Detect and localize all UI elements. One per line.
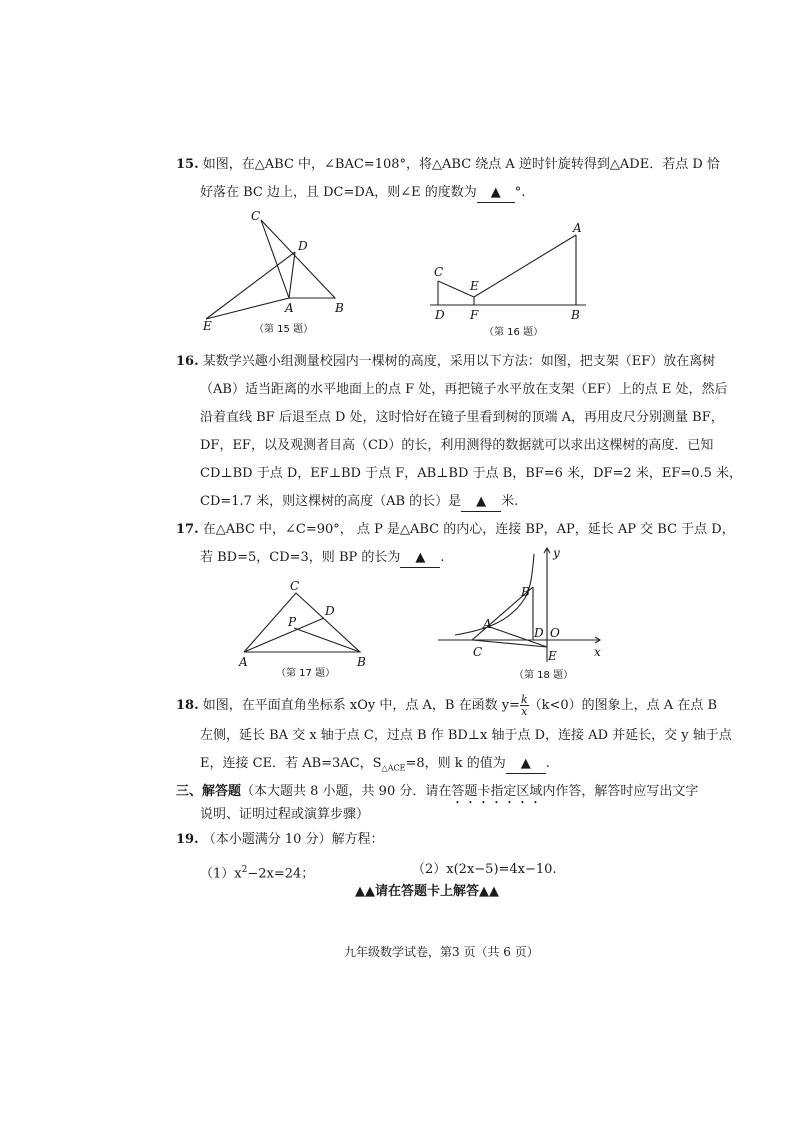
q19-answer-notice: ▲▲请在答题卡上解答▲▲ [355,884,499,899]
q16-text-3: 沿着直线 BF 后退至点 D 处，这时恰好在镜子里看到树的顶端 A，再用皮尺分别测量 BF， [200,410,724,425]
q17-number: 17. [176,522,199,537]
q18-subscript: △ACE [381,763,406,773]
q17-triangle-abc [244,593,360,652]
q17-label-b: B [357,655,366,669]
q15-number: 15. [176,157,199,172]
q18-answer-blank: ▲ [506,755,546,774]
q17-label-d: D [325,604,335,618]
q18-frac-den: x [521,705,528,718]
q18-text-2: （k<0）的图象上，点 A 在点 B [528,698,718,713]
q16-sight-lines [438,235,576,297]
q16-label-e: E [470,279,479,293]
q18-figure [430,544,610,684]
q17-text-1: 在△ABC 中，∠C=90°， 点 P 是△ABC 的内心，连接 BP，AP，延长 AP 交 BC 于点 D， [202,522,735,537]
q15-label-e: E [203,319,212,333]
section3-desc-1: （本大题共 8 小题，共 90 分．请在 [241,784,452,799]
q15-line1 [176,156,720,174]
section3-desc-emphasis: 答题卡指定区域 [451,784,543,799]
q18-line3 [200,755,550,778]
q15-text-2: 好落在 BC 边上，且 DC=DA，则∠E 的度数为 [200,185,477,200]
page-footer: 九年级数学试卷，第3 页（共 6 页） [344,945,539,959]
q15-triangle-ade [206,252,295,319]
q16-text-5: CD⊥BD 于点 D，EF⊥BD 于点 F，AB⊥BD 于点 B，BF=6 米，DF=2 米，EF=0.5 米， [200,466,743,481]
q18-line1 [176,694,717,718]
section3-desc-3: 说明、证明过程或演算步骤） [200,807,370,822]
q16-text-2: （AB）适当距离的水平地面上的点 F 处，再把镜子水平放在支架（EF）上的点 E 处，然后 [200,382,728,397]
q15-label-b: B [335,301,344,315]
q18-label-d: D [534,626,544,640]
section3-header [176,783,698,807]
q17-text-3: . [440,550,445,565]
q15-text-3: °. [514,185,526,200]
q16-label-c: C [434,265,444,279]
q19-part1-b: −2x=24； [247,866,315,882]
q17-line1 [176,521,735,539]
q16-label-a: A [573,221,582,235]
q16-caption: （第 16 题） [484,327,544,338]
q18-label-b: B [521,585,530,599]
q16-line1 [176,353,715,371]
q16-label-f: F [470,308,479,322]
q18-frac-num: k [520,693,528,706]
q16-number: 16. [176,354,199,369]
q15-label-a: A [285,301,294,315]
q19-part2: （2）x(2x−5)=4x−10. [412,862,557,877]
q16-text-6: CD=1.7 米，则这棵树的高度（AB 的长）是 [200,494,462,509]
q18-text-4: E，连接 CE．若 AB=3AC，S [200,756,382,771]
q18-label-x: x [594,645,601,659]
q18-fraction [520,694,529,717]
q15-figure [198,204,358,340]
q15-line2 [200,184,525,203]
q16-text-1: 某数学兴趣小组测量校园内一棵树的高度，采用以下方法：如图，把支架（EF）放在离树 [202,354,716,369]
q19-head: （本小题满分 10 分）解方程： [202,832,384,847]
q19-part1-sup: 2 [241,865,248,875]
q15-answer-blank: ▲ [477,184,515,203]
q16-label-d: D [435,308,445,322]
q18-diagram [430,544,610,684]
q18-label-c: C [473,645,483,659]
q16-diagram [428,220,598,340]
q19-part1 [200,861,314,883]
q18-text-5: =8，则 k 的值为 [405,756,506,771]
q15-text-1: 如图，在△ABC 中，∠BAC=108°，将△ABC 绕点 A 逆时针旋转得到△ADE．若点 D 恰 [202,157,720,172]
q17-line2 [200,549,445,568]
q15-diagram [198,204,358,340]
q17-caption: （第 17 题） [276,668,336,679]
q18-label-e: E [548,649,557,663]
q17-figure [236,578,376,680]
q16-figure [428,220,598,340]
section3-title: 三、解答题 [176,784,242,799]
q19-part1-a: （1）x [200,866,242,882]
q16-text-4: DF，EF，以及观测者目高（CD）的长，利用测得的数据就可以求出这棵树的高度．已知 [200,438,714,453]
q18-label-o: O [550,626,560,640]
q18-text-6: . [545,756,550,771]
q17-label-p: P [288,615,297,629]
q17-label-a: A [239,655,248,669]
q16-answer-blank: ▲ [461,493,501,512]
q16-text-7: 米. [501,494,519,509]
q17-text-2: 若 BD=5，CD=3，则 BP 的长为 [200,550,401,565]
q18-label-y: y [553,546,560,560]
q19-number: 19. [176,832,199,847]
q17-answer-blank: ▲ [400,549,440,568]
q18-caption: （第 18 题） [514,670,574,681]
q15-triangle-abc [261,220,335,298]
q15-caption: （第 15 题） [254,324,314,335]
q17-label-c: C [290,579,300,593]
q15-label-c: C [251,209,261,223]
section3-desc-2: 内作答，解答时应写出文字 [542,784,699,799]
q16-label-b: B [571,308,580,322]
q18-text-3: 左侧，延长 BA 交 x 轴于点 C，过点 B 作 BD⊥x 轴于点 D，连接 AD 并延长，交 y 轴于点 [200,728,732,743]
q18-text-1: 如图，在平面直角坐标系 xOy 中，点 A，B 在函数 y= [202,698,520,713]
q15-label-d: D [298,239,308,253]
q18-number: 18. [176,698,199,713]
q17-diagram [236,578,376,680]
q18-label-a: A [483,617,492,631]
q19-line1 [176,831,384,849]
q16-line6 [200,493,518,512]
q17-segment-bp [294,628,360,652]
